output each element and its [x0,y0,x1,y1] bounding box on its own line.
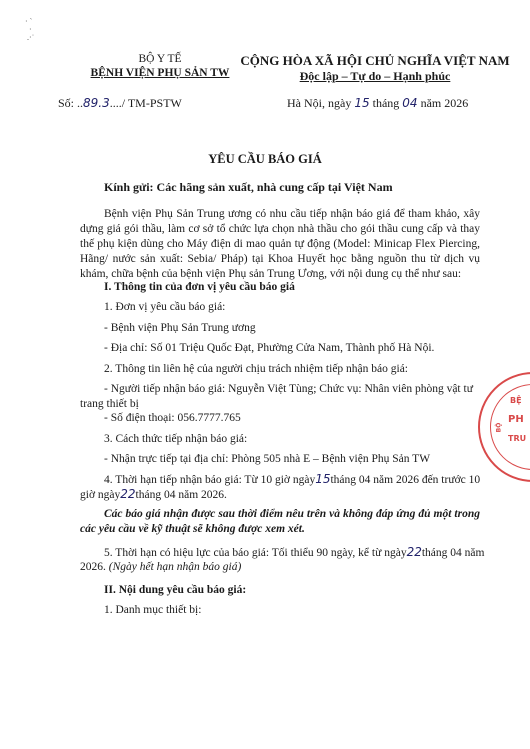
date-prefix: Hà Nội, ngày [287,96,355,110]
validity-day: 22 [406,545,422,559]
section-1-item-2: 2. Thông tin liên hệ của người chịu trách nhiệm tiếp nhận báo giá: [104,363,408,375]
hospital-name: BỆNH VIỆN PHỤ SẢN TW [90,67,230,79]
deadline-day-start: 15 [315,472,331,486]
doc-no-suffix: ..../ TM-PSTW [109,96,182,110]
doc-no-prefix: Số: .. [58,96,84,110]
nation-title: CỘNG HÒA XÃ HỘI CHỦ NGHĨA VIỆT NAM [240,53,510,68]
validity-line-1 [104,545,484,561]
section-1-item-3: 3. Cách thức tiếp nhận báo giá: [104,433,248,445]
validity-note: (Ngày hết hạn nhận báo giá) [108,561,242,573]
section-1-item-1: 1. Đơn vị yêu cầu báo giá: [104,301,226,313]
validity-line-2 [80,560,241,575]
validity-text-b: tháng 04 năm [421,547,485,559]
direct-receipt-address: - Nhận trực tiếp tại địa chỉ: Phòng 505 nhà E – Bệnh viện Phụ Sản TW [104,453,431,465]
section-2-heading: II. Nội dung yêu cầu báo giá: [104,584,247,596]
deadline-line-2 [80,487,227,503]
date-month-handwritten: 04 [402,96,418,110]
hospital-seal-stamp [478,372,530,482]
late-submission-warning: Các báo giá nhận được sau thời điểm nêu trên và không đáp ứng đủ một trong các yêu cầu về kỹ thuật sẽ không được xem xét. [80,508,480,535]
doc-no-handwritten: 89.3 [83,96,110,110]
deadline-text-b: tháng 04 năm 2026 đến trước 10 [330,474,481,486]
seal-text-1: BỆ [510,396,522,405]
deadline-day-end: 22 [120,487,136,501]
deadline-text-a: 4. Thời hạn tiếp nhận báo giá: Từ 10 giờ ngày [104,474,316,486]
seal-text-2: PH [508,414,524,425]
date-month-label: tháng [369,96,403,110]
national-motto: Độc lập – Tự do – Hạnh phúc [299,69,451,83]
unit-name: - Bệnh viện Phụ Sản Trung ương [104,322,256,334]
seal-side-text: BỘ [495,422,503,433]
date-day-handwritten: 15 [354,96,370,110]
place-date [287,96,468,111]
validity-text-c: 2026. [80,561,109,573]
validity-text-a: 5. Thời hạn có hiệu lực của báo giá: Tối thiểu 90 ngày, kể từ ngày [104,547,407,559]
section-1-heading: I. Thông tin của đơn vị yêu cầu báo giá [104,281,295,293]
deadline-text-c: giờ ngày [80,489,121,501]
scan-marks: · ˋ · .·˙ [25,17,35,42]
deadline-line-1 [104,472,480,488]
contact-phone: - Số điện thoại: 056.7777.765 [104,412,241,424]
addressee: Kính gửi: Các hãng sản xuất, nhà cung cấp tại Việt Nam [104,180,393,194]
document-number [58,96,182,111]
unit-address: - Địa chỉ: Số 01 Triệu Quốc Đạt, Phường Cửa Nam, Thành phố Hà Nội. [104,342,435,354]
receiver-line-2: trang thiết bị [80,398,139,410]
deadline-text-d: tháng 04 năm 2026. [135,489,227,501]
ministry-name: BỘ Y TẾ [138,53,182,65]
date-year: năm 2026 [417,96,469,110]
intro-paragraph: Bệnh viện Phụ Sản Trung ương có nhu cầu tiếp nhận báo giá để tham khảo, xây dựng giá gói thầu, làm cơ sở tổ chức lựa chọn nhà thầu cho gói thầu cung cấp và thay thế phụ kiện dùng cho Máy điện di mao quản tự động (Model: Minicap Flex Piercing, Hãng/ nước sản xuất: Sebia/ Pháp) tại Khoa Huyết học bằng nguồn thu từ dịch vụ khám, chữa bệnh của bệnh viện Phụ sản Trung Ương, với nội dung cụ thể như sau: [80,208,480,280]
section-2-item-1: 1. Danh mục thiết bị: [104,604,202,616]
seal-text-3: TRU [508,434,527,443]
document-title: YÊU CẦU BÁO GIÁ [208,152,322,166]
receiver-line-1: - Người tiếp nhận báo giá: Nguyễn Việt Tùng; Chức vụ: Nhân viên phòng vật tư [104,383,473,395]
